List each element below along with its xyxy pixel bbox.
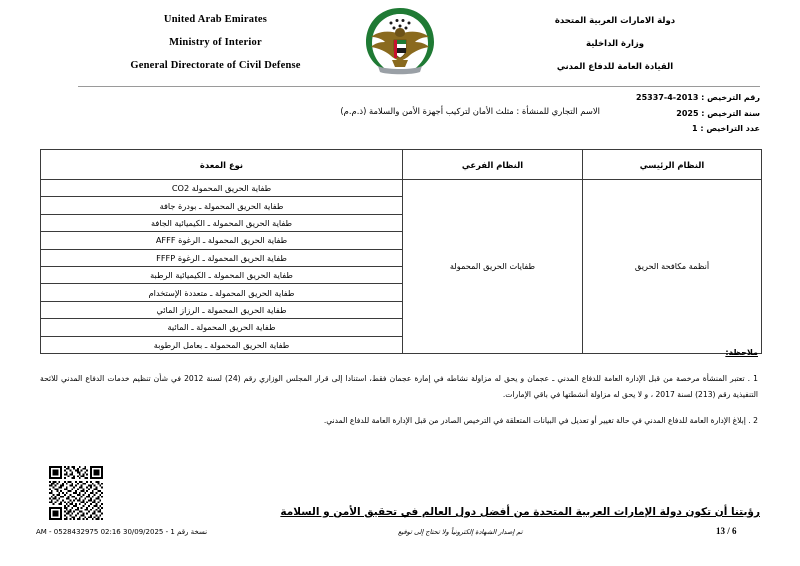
note-item: 1 . تعتبر المنشأة مرخصة من قبل الإدارة العامة للدفاع المدني ـ عجمان و يحق له مزاولة نشاطه في إمارة عجمان فقط، استنادا إلى قرار المجلس الوزاري رقم (24) لسنة 2012 في شأن تنظيم خدمات الدفاع المدني للائحة التنفيذية رقم (213) لسنة 2017 ، و لا يحق له مزاولة أنشطتها في باقي الإمارات. — [40, 374, 758, 399]
equipment-table — [40, 149, 762, 354]
cell-equipment-type: طفاية الحريق المحمولة ـ الرغوة FFFP — [41, 249, 403, 266]
uae-ministry-of-interior-emblem-icon — [358, 4, 442, 78]
cell-equipment-type: طفاية الحريق المحمولة CO2 — [41, 180, 403, 197]
letterhead-arabic-line-2: وزارة الداخلية — [585, 39, 645, 49]
cell-equipment-type: طفاية الحريق المحمولة ـ بعامل الرطوبة — [41, 336, 403, 353]
vision-tagline: رؤيتنا أن تكون دولة الإمارات العربية المتحدة من أفضل دول العالم في تحقيق الأمن و السلامة — [280, 506, 760, 518]
letterhead-arabic-line-3: القيادة العامة للدفاع المدني — [556, 62, 674, 72]
letterhead-arabic — [470, 10, 760, 79]
cell-equipment-type: طفاية الحريق المحمولة ـ الكيميائية الرطبة — [41, 266, 403, 283]
cell-equipment-type: طفاية الحريق المحمولة ـ الكيميائية الجافة — [41, 214, 403, 231]
license-meta — [636, 90, 760, 137]
license-count: عدد التراخيص : 1 — [692, 124, 760, 133]
cell-equipment-type: طفاية الحريق المحمولة ـ الرغوة AFFF — [41, 232, 403, 249]
letterhead-english-line-2: Ministry of Interior — [169, 37, 262, 48]
cell-equipment-type: طفاية الحريق المحمولة ـ المائية — [41, 319, 403, 336]
letterhead-english-line-3: General Directorate of Civil Defense — [130, 60, 301, 71]
note-item: 2 . إبلاغ الإدارة العامة للدفاع المدني في حالة تغيير أو تعديل في البيانات المتعلقة في الترخيص الصادر من قبل الإدارة العامة للدفاع المدني. — [323, 416, 758, 425]
notes-title: ملاحظة: — [725, 348, 758, 357]
notes-section — [40, 348, 758, 439]
cell-equipment-type: طفاية الحريق المحمولة ـ متعددة الإستخدام — [41, 284, 403, 301]
license-year: سنة الترخيص : 2025 — [676, 108, 760, 118]
cell-equipment-type: طفاية الحريق المحمولة ـ بودرة جافة — [41, 197, 403, 214]
letterhead-arabic-line-1: دولة الامارات العربية المتحدة — [554, 16, 676, 26]
header-divider — [78, 86, 760, 87]
letterhead-english-line-1: United Arab Emirates — [163, 14, 268, 25]
qr-code[interactable] — [47, 466, 105, 520]
electronic-issue-note: تم إصدار الشهادة إلكترونياً ولا تحتاج إلى توقيع — [398, 528, 523, 536]
table-header-row — [41, 150, 762, 180]
table-row — [41, 180, 762, 197]
license-number: رقم الترخيص : 2013-4-25337 — [636, 93, 760, 102]
letterhead-english — [78, 8, 353, 77]
establishment-trade-name: الاسم التجاري للمنشأة : مثلث الأمان لتركيب أجهزة الأمن والسلامة (ذ.م.م) — [340, 105, 600, 116]
cell-equipment-type: طفاية الحريق المحمولة ـ الرزاز المائي — [41, 301, 403, 318]
cell-main-system: أنظمة مكافحة الحريق — [583, 180, 762, 354]
page-number: 13 / 6 — [716, 526, 737, 536]
header-equipment-type: نوع المعدة — [41, 150, 403, 180]
header-main-system: النظام الرئيسي — [583, 150, 762, 180]
header-sub-system: النظام الفرعي — [403, 150, 583, 180]
copy-metadata: نسخة رقم 1 - 30/09/2025 02:16 AM - 0528432975 — [36, 528, 208, 536]
cell-sub-system: طفايات الحريق المحمولة — [403, 180, 583, 354]
